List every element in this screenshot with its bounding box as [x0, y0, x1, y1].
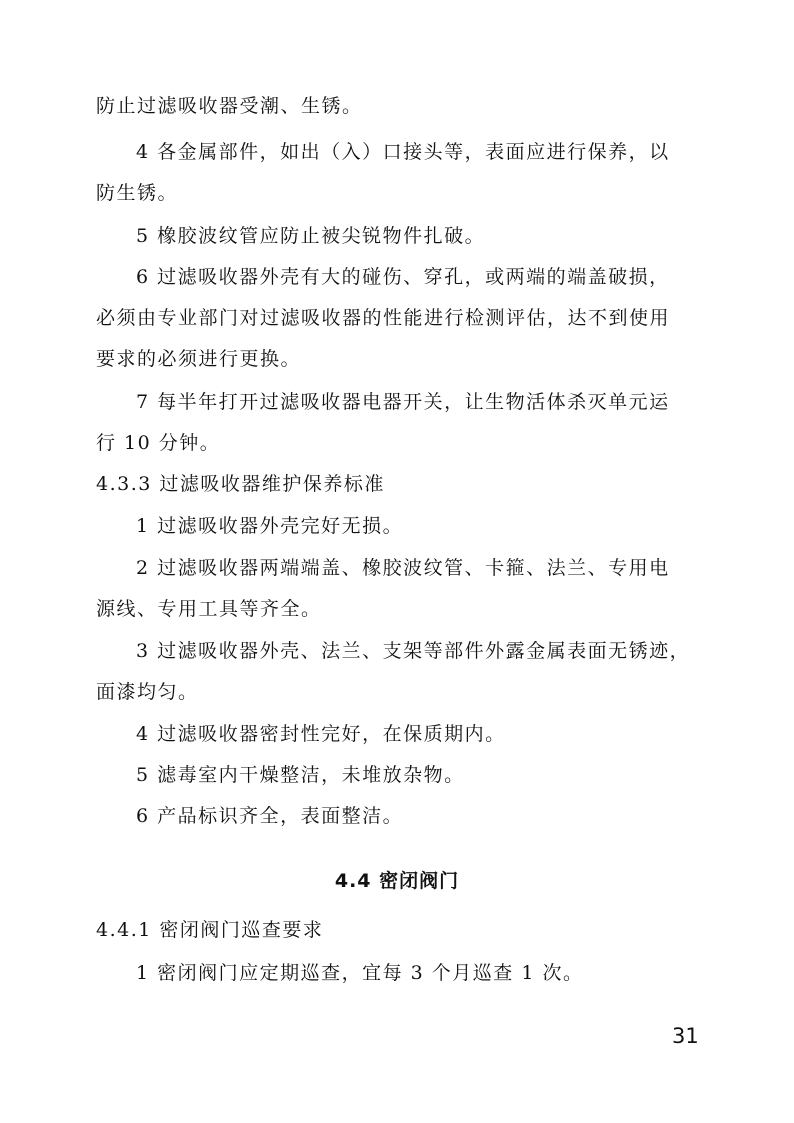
text-line-9: 行 10 分钟。 — [96, 432, 221, 454]
text-line-21: 1 密闭阀门应定期巡查，宜每 3 个月巡查 1 次。 — [136, 962, 584, 984]
text-line-14: 3 过滤吸收器外壳、法兰、支架等部件外露金属表面无锈迹， — [136, 640, 691, 662]
section-heading-4-4: 4.4 密闭阀门 — [334, 870, 460, 892]
page-number: 31 — [672, 1024, 699, 1048]
text-line-3: 防生锈。 — [96, 182, 179, 204]
text-line-7: 要求的必须进行更换。 — [96, 348, 302, 370]
subsection-title-4-3-3: 4.3.3 过滤吸收器维护保养标准 — [96, 473, 385, 495]
text-line-16: 4 过滤吸收器密封性完好，在保质期内。 — [136, 723, 506, 745]
subsection-title-4-4-1: 4.4.1 密闭阀门巡查要求 — [96, 919, 324, 941]
text-line-8: 7 每半年打开过滤吸收器电器开关，让生物活体杀灭单元运 — [136, 391, 670, 413]
text-line-6: 必须由专业部门对过滤吸收器的性能进行检测评估，达不到使用 — [96, 307, 671, 329]
text-line-1: 防止过滤吸收器受潮、生锈。 — [96, 95, 363, 117]
text-line-17: 5 滤毒室内干燥整洁，未堆放杂物。 — [136, 764, 465, 786]
text-line-5: 6 过滤吸收器外壳有大的碰伤、穿孔，或两端的端盖破损， — [136, 266, 670, 288]
text-line-13: 源线、专用工具等齐全。 — [96, 598, 322, 620]
text-line-4: 5 橡胶波纹管应防止被尖锐物件扎破。 — [136, 225, 486, 247]
text-line-2: 4 各金属部件，如出（入）口接头等，表面应进行保养，以 — [136, 141, 670, 163]
text-line-12: 2 过滤吸收器两端端盖、橡胶波纹管、卡箍、法兰、专用电 — [136, 557, 670, 579]
text-line-18: 6 产品标识齐全，表面整洁。 — [136, 805, 404, 827]
text-line-11: 1 过滤吸收器外壳完好无损。 — [136, 515, 404, 537]
text-line-15: 面漆均匀。 — [96, 681, 199, 703]
